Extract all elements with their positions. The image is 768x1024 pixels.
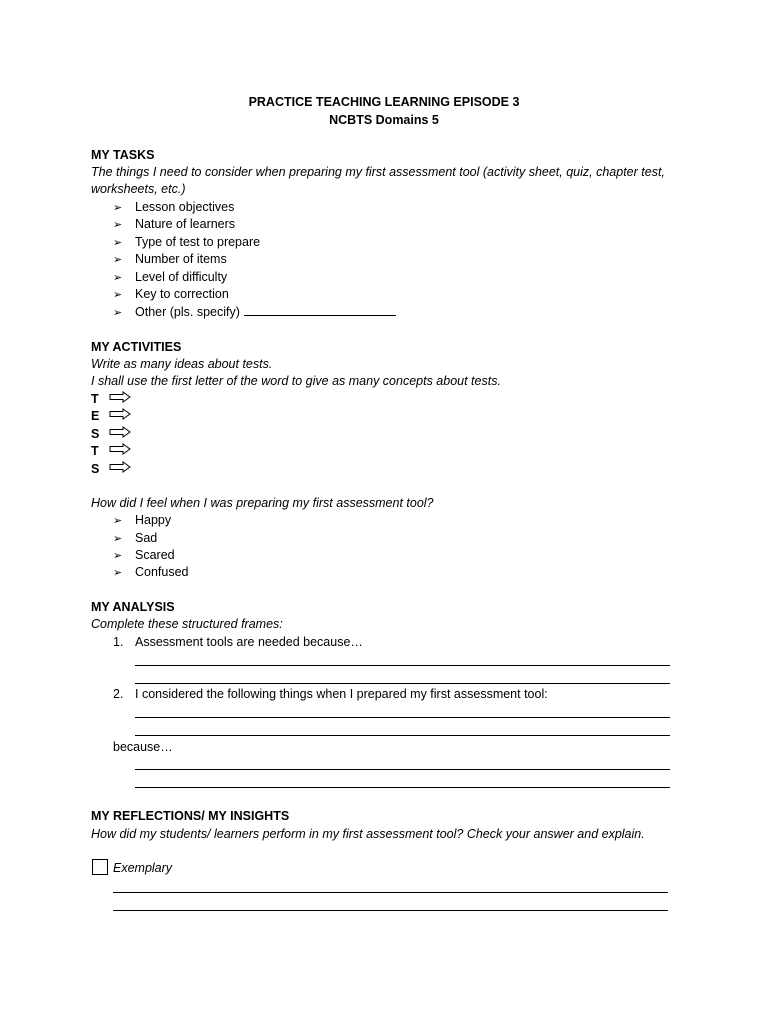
answer-line[interactable] bbox=[135, 787, 670, 788]
reflections-question: How did my students/ learners perform in my first assessment tool? Check your answer and explain. bbox=[91, 827, 645, 841]
list-item: ➢ Type of test to prepare bbox=[113, 234, 260, 252]
list-item: ➢ Lesson objectives bbox=[113, 199, 234, 217]
list-item: ➢ Number of items bbox=[113, 251, 227, 269]
page-subtitle: NCBTS Domains 5 bbox=[329, 113, 439, 127]
tests-letter-row: E bbox=[91, 408, 131, 425]
list-item: ➢ Scared bbox=[113, 547, 175, 565]
analysis-item-1: 1. Assessment tools are needed because… bbox=[113, 635, 363, 649]
page-title: PRACTICE TEACHING LEARNING EPISODE 3 bbox=[248, 95, 520, 109]
double-outline-right-arrow-icon bbox=[109, 391, 131, 408]
exemplary-label: Exemplary bbox=[113, 861, 173, 875]
tests-letter-row: S bbox=[91, 426, 131, 443]
double-outline-right-arrow-icon bbox=[109, 443, 131, 460]
arrowhead-bullet-icon: ➢ bbox=[113, 515, 123, 527]
list-item: ➢ Other (pls. specify) bbox=[113, 304, 396, 322]
list-item: ➢ Happy bbox=[113, 512, 171, 530]
list-item: ➢ Sad bbox=[113, 530, 157, 548]
analysis-item-2: 2. I considered the following things when I prepared my first assessment tool: bbox=[113, 687, 548, 701]
arrowhead-bullet-icon: ➢ bbox=[113, 567, 123, 579]
arrowhead-bullet-icon: ➢ bbox=[113, 550, 123, 562]
arrowhead-bullet-icon: ➢ bbox=[113, 289, 123, 301]
answer-line[interactable] bbox=[135, 683, 670, 684]
arrowhead-bullet-icon: ➢ bbox=[113, 237, 123, 249]
arrowhead-bullet-icon: ➢ bbox=[113, 307, 123, 319]
answer-line[interactable] bbox=[135, 735, 670, 736]
analysis-heading: MY ANALYSIS bbox=[91, 600, 175, 614]
list-item: ➢ Confused bbox=[113, 564, 189, 582]
double-outline-right-arrow-icon bbox=[109, 461, 131, 478]
tests-letter-row: T bbox=[91, 391, 131, 408]
activities-instruction-1: Write as many ideas about tests. bbox=[91, 357, 273, 371]
because-label: because… bbox=[113, 740, 173, 754]
reflections-heading: MY REFLECTIONS/ MY INSIGHTS bbox=[91, 809, 290, 823]
double-outline-right-arrow-icon bbox=[109, 408, 131, 425]
tasks-intro-line2: worksheets, etc.) bbox=[91, 182, 186, 196]
feel-question: How did I feel when I was preparing my first assessment tool? bbox=[91, 496, 434, 510]
list-item: ➢ Key to correction bbox=[113, 286, 229, 304]
arrowhead-bullet-icon: ➢ bbox=[113, 254, 123, 266]
answer-line[interactable] bbox=[113, 910, 668, 911]
tasks-heading: MY TASKS bbox=[91, 148, 155, 162]
other-specify-field[interactable] bbox=[244, 304, 396, 316]
activities-instruction-2: I shall use the first letter of the word to give as many concepts about tests. bbox=[91, 374, 501, 388]
arrowhead-bullet-icon: ➢ bbox=[113, 533, 123, 545]
double-outline-right-arrow-icon bbox=[109, 426, 131, 443]
arrowhead-bullet-icon: ➢ bbox=[113, 272, 123, 284]
answer-line[interactable] bbox=[135, 769, 670, 770]
arrowhead-bullet-icon: ➢ bbox=[113, 202, 123, 214]
list-item: ➢ Nature of learners bbox=[113, 216, 235, 234]
answer-line[interactable] bbox=[135, 717, 670, 718]
tests-letter-row: S bbox=[91, 461, 131, 478]
tasks-intro-line1: The things I need to consider when preparing my first assessment tool (activity sheet, quiz, chapter test, bbox=[91, 165, 665, 179]
exemplary-checkbox[interactable] bbox=[92, 859, 108, 875]
arrowhead-bullet-icon: ➢ bbox=[113, 219, 123, 231]
answer-line[interactable] bbox=[113, 892, 668, 893]
tests-letter-row: T bbox=[91, 443, 131, 460]
analysis-instruction: Complete these structured frames: bbox=[91, 617, 283, 631]
answer-line[interactable] bbox=[135, 665, 670, 666]
activities-heading: MY ACTIVITIES bbox=[91, 340, 182, 354]
list-item: ➢ Level of difficulty bbox=[113, 269, 227, 287]
